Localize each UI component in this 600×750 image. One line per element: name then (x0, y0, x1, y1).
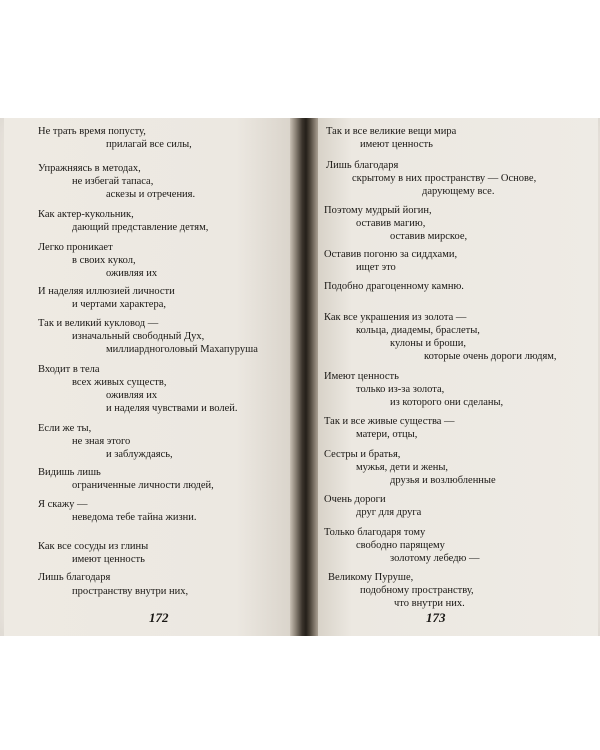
verse-line: дарующему все. (422, 186, 495, 197)
verse-line: изначальный свободный Дух, (72, 331, 205, 342)
verse-line: свободно парящему (356, 540, 445, 551)
verse-line: Входит в тела (38, 364, 100, 375)
verse-line: друг для друга (356, 507, 422, 518)
verse-line: золотому лебедю — (390, 553, 480, 564)
verse-line: и чертами характера, (72, 299, 166, 310)
verse-line: аскезы и отречения. (106, 189, 196, 200)
verse-line: Поэтому мудрый йогин, (324, 205, 432, 216)
verse-line: Видишь лишь (38, 467, 101, 478)
verse-line: мужья, дети и жены, (356, 462, 449, 473)
page-number-left: 172 (149, 610, 169, 625)
right-page (318, 118, 598, 636)
verse-line: Так и все живые существа — (324, 416, 455, 427)
verse-line: которые очень дороги людям, (424, 351, 557, 362)
verse-line: Очень дороги (324, 494, 386, 505)
verse-line: кольца, диадемы, браслеты, (356, 325, 480, 336)
verse-line: в своих кукол, (72, 255, 136, 266)
verse-line: Так и все великие вещи мира (326, 126, 457, 137)
verse-line: из которого они сделаны, (390, 397, 504, 408)
verse-line: Сестры и братья, (324, 449, 401, 460)
verse-line: И наделяя иллюзией личности (38, 286, 175, 297)
verse-line: и наделяя чувствами и волей. (106, 403, 238, 414)
verse-line: кулоны и броши, (390, 338, 466, 349)
verse-line: оставив мирское, (390, 231, 468, 242)
verse-line: Если же ты, (38, 423, 92, 434)
verse-line: неведома тебе тайна жизни. (72, 512, 197, 523)
verse-line: Как все сосуды из глины (38, 541, 149, 552)
verse-line: Оставив погоню за сиддхами, (324, 249, 458, 260)
verse-line: Великому Пуруше, (328, 572, 414, 583)
verse-line: друзья и возлюбленные (390, 475, 496, 486)
verse-line: скрытому в них пространству — Основе, (352, 173, 537, 184)
left-page (4, 118, 294, 636)
verse-line: имеют ценность (360, 139, 433, 150)
verse-line: Как все украшения из золота — (324, 312, 467, 323)
verse-line: миллиардноголовый Махапуруша (106, 344, 258, 355)
verse-line: оживляя их (106, 268, 158, 279)
verse-line: Имеют ценность (324, 371, 399, 382)
verse-line: Я скажу — (38, 499, 88, 510)
verse-line: Лишь благодаря (38, 572, 111, 583)
verse-line: оставив магию, (356, 218, 426, 229)
page-number-right: 173 (426, 610, 446, 625)
verse-line: пространству внутри них, (72, 586, 189, 597)
left-page-text (4, 118, 294, 636)
verse-line: что внутри них. (394, 598, 465, 609)
verse-line: подобному пространству, (360, 585, 474, 596)
verse-line: дающий представление детям, (72, 222, 209, 233)
verse-line: всех живых существ, (72, 377, 167, 388)
verse-line: оживляя их (106, 390, 158, 401)
verse-line: имеют ценность (72, 554, 145, 565)
verse-line: матери, отцы, (356, 429, 418, 440)
verse-line: Лишь благодаря (326, 160, 399, 171)
verse-line: только из-за золота, (356, 384, 445, 395)
verse-line: Только благодаря тому (324, 527, 426, 538)
verse-line: ограниченные личности людей, (72, 480, 214, 491)
verse-line: Не трать время попусту, (38, 126, 146, 137)
verse-line: не избегай тапаса, (72, 176, 154, 187)
verse-line: Подобно драгоценному камню. (324, 281, 464, 292)
verse-line: Легко проникает (38, 242, 113, 253)
verse-line: ищет это (356, 262, 396, 273)
right-page-text (318, 118, 598, 636)
verse-line: Так и великий кукловод — (38, 318, 159, 329)
verse-line: Упражняясь в методах, (38, 163, 141, 174)
book-spread (0, 118, 600, 636)
verse-line: и заблуждаясь, (106, 449, 173, 460)
verse-line: Как актер-кукольник, (38, 209, 134, 220)
verse-line: не зная этого (72, 436, 131, 447)
verse-line: прилагай все силы, (106, 139, 192, 150)
